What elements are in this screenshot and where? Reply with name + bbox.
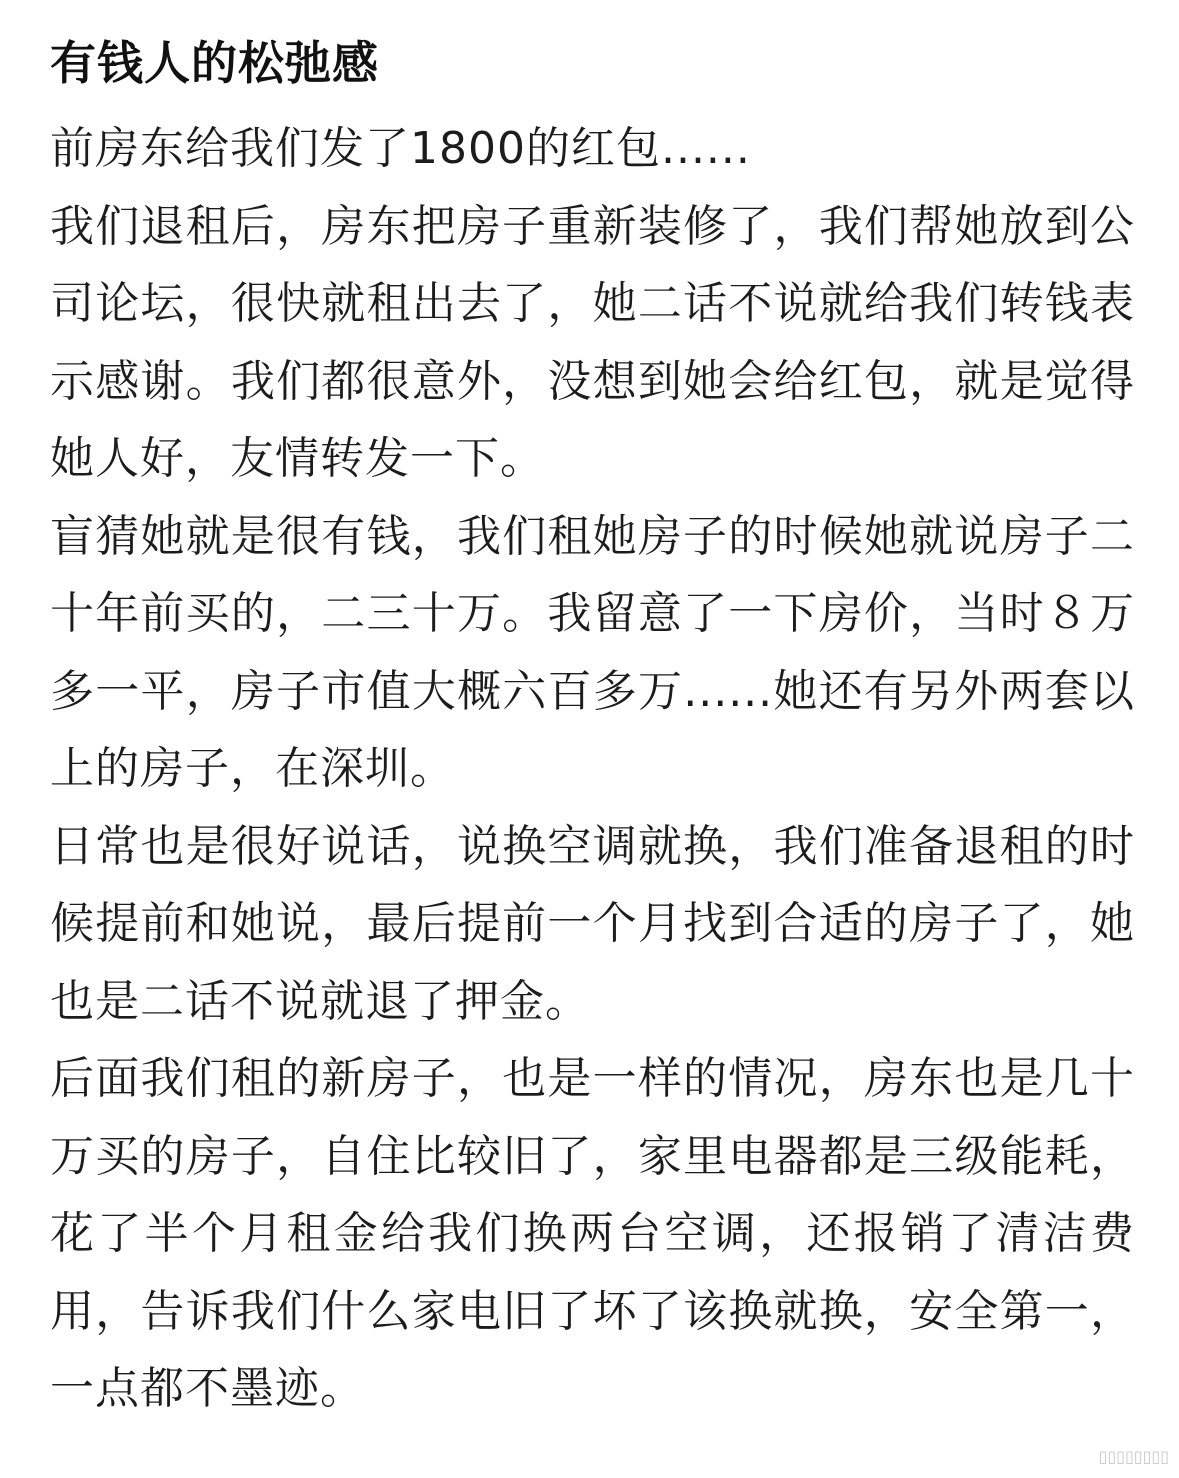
post-content [50, 28, 1135, 1428]
watermark: ▯▯▯▯▯▯▯▯ [1098, 1447, 1169, 1466]
paragraph-3: 盲猜她就是很有钱，我们租她房子的时候她就说房子二十年前买的，二三十万。我留意了一下房价，当时８万多一平，房子市值大概六百多万......她还有另外两套以上的房子，在深圳。 [50, 510, 1135, 794]
paragraph-1: 前房东给我们发了1800的红包...... [50, 123, 751, 174]
paragraph-5: 后面我们租的新房子，也是一样的情况，房东也是几十万买的房子，自住比较旧了，家里电器都是三级能耗，花了半个月租金给我们换两台空调，还报销了清洁费用，告诉我们什么家电旧了坏了该换就换，安全第一，一点都不墨迹。 [50, 1053, 1135, 1414]
paragraph-4: 日常也是很好说话，说换空调就换，我们准备退租的时候提前和她说，最后提前一个月找到合适的房子了，她也是二话不说就退了押金。 [50, 820, 1135, 1027]
post-title: 有钱人的松弛感 [50, 36, 379, 90]
paragraph-2: 我们退租后，房东把房子重新装修了，我们帮她放到公司论坛，很快就租出去了，她二话不说就给我们转钱表示感谢。我们都很意外，没想到她会给红包，就是觉得她人好，友情转发一下。 [50, 200, 1135, 484]
